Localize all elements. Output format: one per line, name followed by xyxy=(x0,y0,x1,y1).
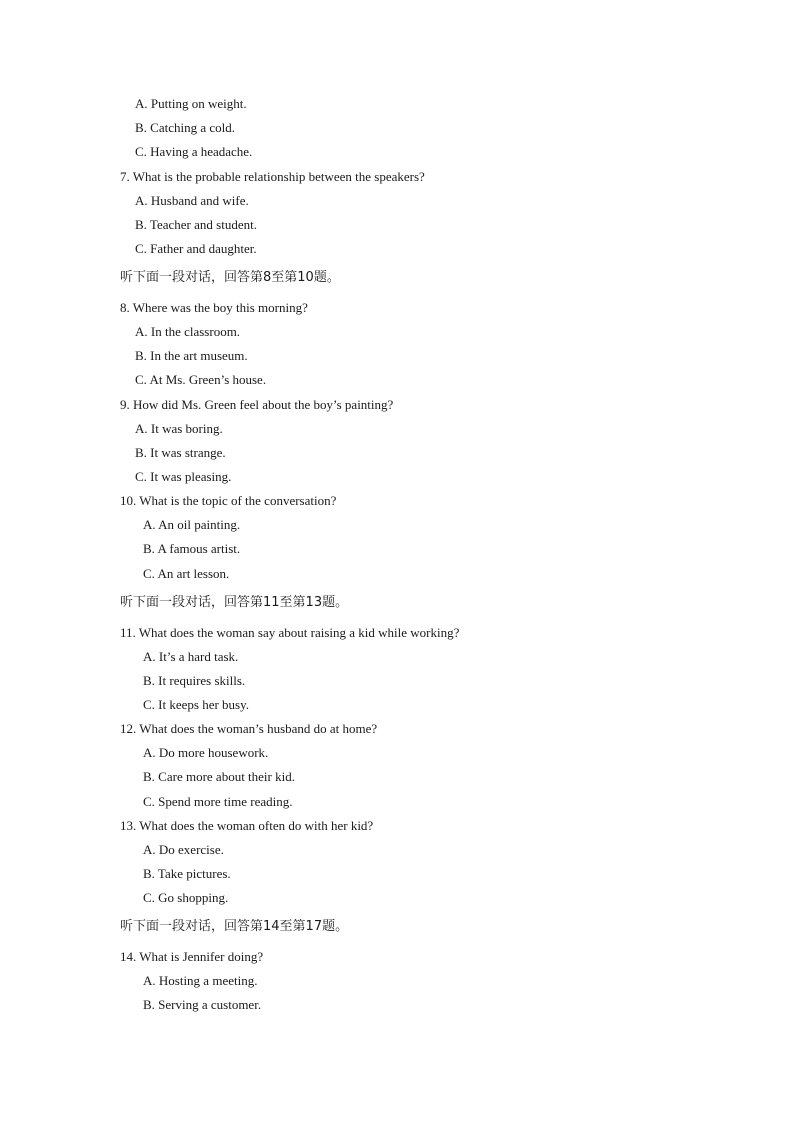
question-9: 9. How did Ms. Green feel about the boy’s painting? xyxy=(120,397,394,412)
section-heading-14-17: 听下面一段对话，回答第14至第17题。 xyxy=(120,919,349,934)
option-6a: A. Putting on weight. xyxy=(135,96,247,111)
option-13a: A. Do exercise. xyxy=(143,842,224,857)
option-9b: B. It was strange. xyxy=(135,445,226,460)
question-7: 7. What is the probable relationship between the speakers? xyxy=(120,169,425,184)
option-14b: B. Serving a customer. xyxy=(143,997,262,1012)
question-14: 14. What is Jennifer doing? xyxy=(120,949,264,964)
option-10a: A. An oil painting. xyxy=(143,517,241,532)
option-7a: A. Husband and wife. xyxy=(135,193,249,208)
option-11c: C. It keeps her busy. xyxy=(143,697,250,712)
option-7c: C. Father and daughter. xyxy=(135,241,257,256)
option-13b: B. Take pictures. xyxy=(143,866,231,881)
question-11: 11. What does the woman say about raising a kid while working? xyxy=(120,625,460,640)
option-8a: A. In the classroom. xyxy=(135,324,241,339)
option-14a: A. Hosting a meeting. xyxy=(143,973,258,988)
option-12a: A. Do more housework. xyxy=(143,745,269,760)
option-6b: B. Catching a cold. xyxy=(135,120,236,135)
question-8: 8. Where was the boy this morning? xyxy=(120,300,308,315)
question-13: 13. What does the woman often do with her kid? xyxy=(120,818,374,833)
option-9c: C. It was pleasing. xyxy=(135,469,232,484)
option-8c: C. At Ms. Green’s house. xyxy=(135,372,267,387)
question-10: 10. What is the topic of the conversation? xyxy=(120,493,337,508)
option-8b: B. In the art museum. xyxy=(135,348,248,363)
option-10c: C. An art lesson. xyxy=(143,566,230,581)
option-13c: C. Go shopping. xyxy=(143,890,229,905)
option-7b: B. Teacher and student. xyxy=(135,217,257,232)
option-6c: C. Having a headache. xyxy=(135,144,253,159)
option-12c: C. Spend more time reading. xyxy=(143,794,293,809)
option-11b: B. It requires skills. xyxy=(143,673,246,688)
option-12b: B. Care more about their kid. xyxy=(143,769,295,784)
section-heading-8-10: 听下面一段对话，回答第8至第10题。 xyxy=(120,270,340,285)
question-12: 12. What does the woman’s husband do at home? xyxy=(120,721,378,736)
option-10b: B. A famous artist. xyxy=(143,541,241,556)
option-9a: A. It was boring. xyxy=(135,421,223,436)
section-heading-11-13: 听下面一段对话，回答第11至第13题。 xyxy=(120,595,349,610)
option-11a: A. It’s a hard task. xyxy=(143,649,239,664)
